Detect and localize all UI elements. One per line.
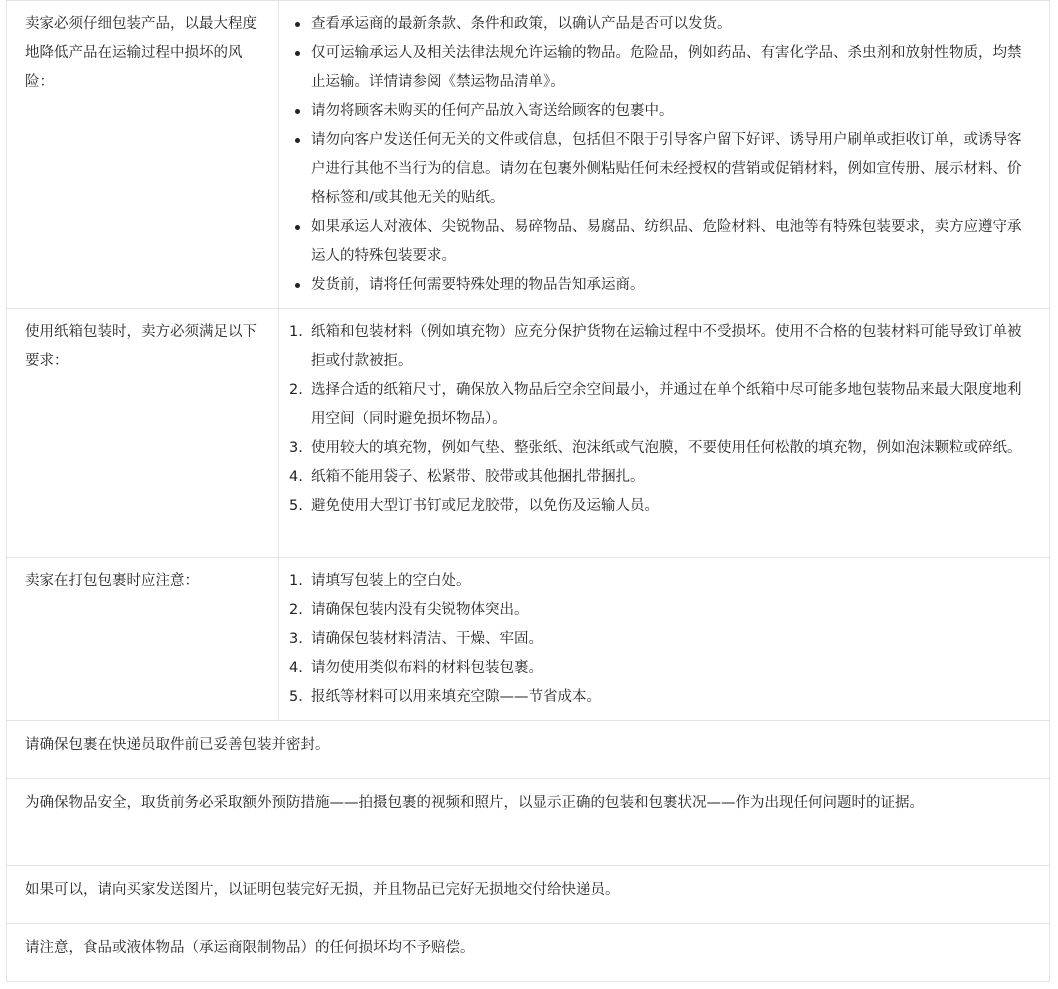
- list-item: [287, 492, 1031, 521]
- list-item: 请勿将顾客未购买的任何产品放入寄送给顾客的包裹中。: [287, 97, 1031, 126]
- list-item-text: 纸箱不能用袋子、松紧带、胶带或其他捆扎带捆扎。: [311, 469, 645, 485]
- list-item: [287, 376, 1031, 434]
- table-row: [7, 924, 1050, 982]
- list-item: [287, 625, 1031, 654]
- list-number: 2.: [289, 382, 303, 398]
- row-content: [279, 309, 1050, 558]
- list-number: 4.: [289, 469, 303, 485]
- table-row: [7, 558, 1050, 721]
- list-item-text: 请确保包装材料清洁、干燥、牢固。: [311, 631, 543, 647]
- list-item: 发货前，请将任何需要特殊处理的物品告知承运商。: [287, 271, 1031, 300]
- list-item-text: 请确保包装内没有尖锐物体突出。: [311, 602, 529, 618]
- list-number: 1.: [289, 324, 303, 340]
- list-number: 1.: [289, 573, 303, 589]
- list-item: 如果承运人对液体、尖锐物品、易碎物品、易腐品、纺织品、危险材料、电池等有特殊包装要求，卖方应遵守承运人的特殊包装要求。: [287, 213, 1031, 271]
- table-row: [7, 721, 1050, 779]
- list-item-text: 避免使用大型订书钉或尼龙胶带，以免伤及运输人员。: [311, 498, 659, 514]
- table-row: [7, 1, 1050, 309]
- list-item-text: 请填写包装上的空白处。: [311, 573, 471, 589]
- row-content: [279, 1, 1050, 309]
- packaging-requirements-table: [6, 0, 1050, 982]
- list-item: [287, 567, 1031, 596]
- bullet-list: [287, 10, 1031, 300]
- list-number: 5.: [289, 689, 303, 705]
- note-text: 为确保物品安全，取货前务必采取额外预防措施——拍摄包裹的视频和照片，以显示正确的包装和包裹状况——作为出现任何问题时的证据。: [7, 779, 1050, 866]
- list-number: 4.: [289, 660, 303, 676]
- row-label: 卖家在打包包裹时应注意：: [7, 558, 279, 721]
- list-number: 2.: [289, 602, 303, 618]
- numbered-list: [287, 318, 1031, 521]
- list-item: [287, 434, 1031, 463]
- list-item: 查看承运商的最新条款、条件和政策，以确认产品是否可以发货。: [287, 10, 1031, 39]
- row-label: 卖家必须仔细包装产品，以最大程度地降低产品在运输过程中损坏的风险：: [7, 1, 279, 309]
- list-item-text: 报纸等材料可以用来填充空隙——节省成本。: [311, 689, 601, 705]
- list-number: 5.: [289, 498, 303, 514]
- packaging-policy-document: [6, 0, 1050, 982]
- list-item: [287, 683, 1031, 712]
- list-number: 3.: [289, 440, 303, 456]
- list-item: [287, 654, 1031, 683]
- list-item-text: 使用较大的填充物，例如气垫、整张纸、泡沫纸或气泡膜，不要使用任何松散的填充物，例如泡沫颗粒或碎纸。: [311, 440, 1022, 456]
- list-item: [287, 318, 1031, 376]
- list-item-text: 选择合适的纸箱尺寸，确保放入物品后空余空间最小，并通过在单个纸箱中尽可能多地包装物品来最大限度地利用空间（同时避免损坏物品）。: [311, 382, 1022, 427]
- numbered-list: [287, 567, 1031, 712]
- note-text: 请确保包裹在快递员取件前已妥善包装并密封。: [7, 721, 1050, 779]
- list-item: [287, 596, 1031, 625]
- table-row: [7, 779, 1050, 866]
- table-row: [7, 309, 1050, 558]
- list-item-text: 纸箱和包装材料（例如填充物）应充分保护货物在运输过程中不受损坏。使用不合格的包装材料可能导致订单被拒或付款被拒。: [311, 324, 1022, 369]
- list-item-text: 请勿使用类似布料的材料包装包裹。: [311, 660, 543, 676]
- list-item: [287, 463, 1031, 492]
- note-text: 请注意，食品或液体物品（承运商限制物品）的任何损坏均不予赔偿。: [7, 924, 1050, 982]
- row-content: [279, 558, 1050, 721]
- list-item: 请勿向客户发送任何无关的文件或信息，包括但不限于引导客户留下好评、诱导用户刷单或拒收订单，或诱导客户进行其他不当行为的信息。请勿在包裹外侧粘贴任何未经授权的营销或促销材料，例如宣传册、展示材料、价格标签和/或其他无关的贴纸。: [287, 126, 1031, 213]
- list-item: 仅可运输承运人及相关法律法规允许运输的物品。危险品，例如药品、有害化学品、杀虫剂和放射性物质，均禁止运输。详情请参阅《禁运物品清单》。: [287, 39, 1031, 97]
- table-row: [7, 866, 1050, 924]
- note-text: 如果可以，请向买家发送图片，以证明包装完好无损，并且物品已完好无损地交付给快递员。: [7, 866, 1050, 924]
- row-label: 使用纸箱包装时，卖方必须满足以下要求：: [7, 309, 279, 558]
- list-number: 3.: [289, 631, 303, 647]
